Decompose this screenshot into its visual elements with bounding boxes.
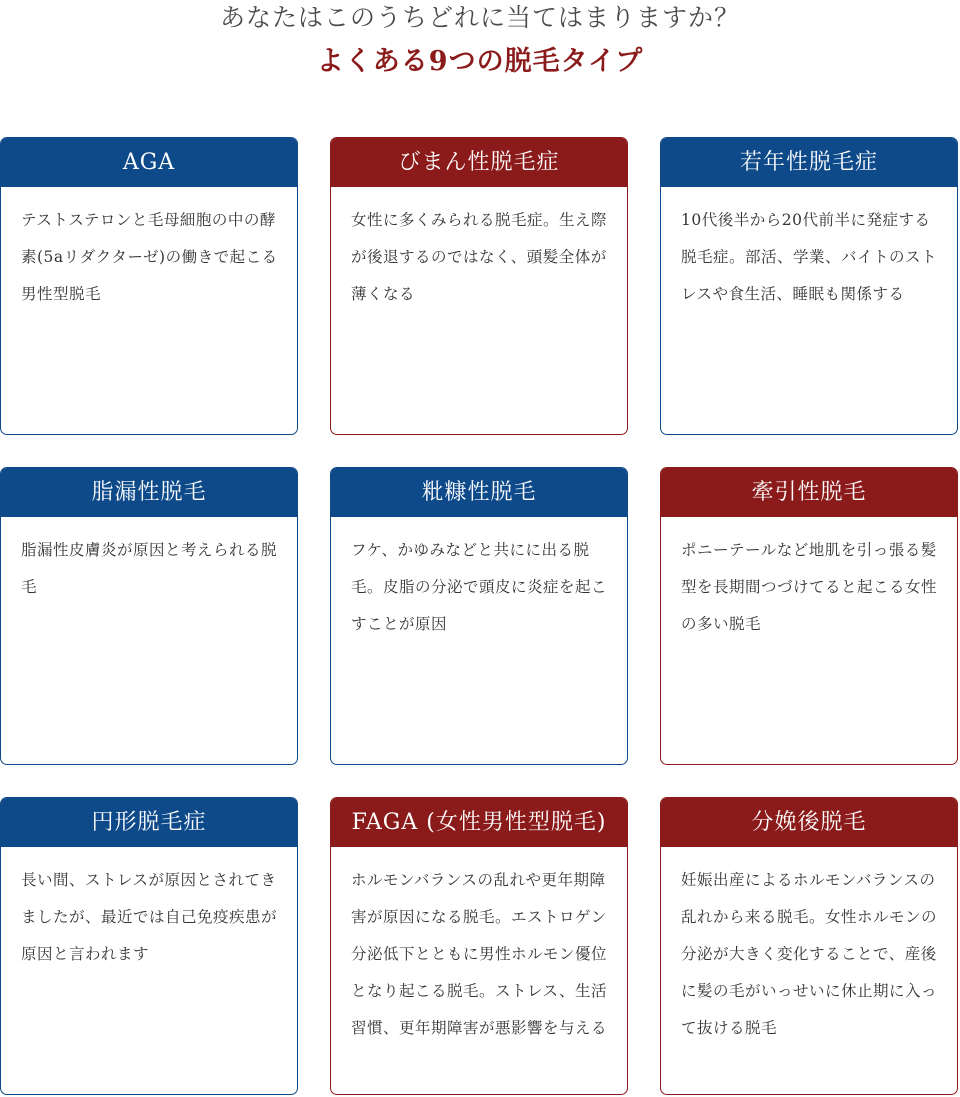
card-description: ホルモンバランスの乱れや更年期障害が原因になる脱毛。エストロゲン分泌低下とともに男性ホルモン優位となり起こる脱毛。ストレス、生活習慣、更年期障害が悪影響を与える	[351, 871, 608, 1037]
card-alopecia-areata	[0, 797, 298, 1095]
card-title: FAGA (女性男性型脱毛)	[331, 798, 627, 847]
page-subtitle: あなたはこのうちどれに当てはまりますか？	[219, 3, 740, 32]
card-description: 10代後半から20代前半に発症する脱毛症。部活、学業、バイトのストレスや食生活、睡眠も関係する	[681, 211, 938, 303]
card-title: 若年性脱毛症	[661, 138, 957, 187]
card-title: 粃糠性脱毛	[331, 468, 627, 517]
card-title: 分娩後脱毛	[661, 798, 957, 847]
card-title: 円形脱毛症	[1, 798, 297, 847]
card-traction-alopecia	[660, 467, 958, 765]
card-title: AGA	[1, 138, 297, 187]
page-title: よくある9つの脱毛タイプ	[316, 46, 644, 77]
card-title: 脂漏性脱毛	[1, 468, 297, 517]
card-title: 牽引性脱毛	[661, 468, 957, 517]
card-description: ポニーテールなど地肌を引っ張る髪型を長期間つづけてると起こる女性の多い脱毛	[681, 541, 938, 633]
card-faga	[330, 797, 628, 1095]
card-postpartum-alopecia	[660, 797, 958, 1095]
card-title: びまん性脱毛症	[331, 138, 627, 187]
card-pityriasis-alopecia	[330, 467, 628, 765]
card-description: 脂漏性皮膚炎が原因と考えられる脱毛	[21, 541, 278, 596]
card-description: 女性に多くみられる脱毛症。生え際が後退するのではなく、頭髪全体が薄くなる	[351, 211, 608, 303]
card-aga	[0, 137, 298, 435]
card-juvenile-alopecia	[660, 137, 958, 435]
card-description: フケ、かゆみなどと共にに出る脱毛。皮脂の分泌で頭皮に炎症を起こすことが原因	[351, 541, 608, 633]
card-description: 長い間、ストレスが原因とされてきましたが、最近では自己免疫疾患が原因と言われます	[21, 871, 278, 963]
card-description: 妊娠出産によるホルモンバランスの乱れから来る脱毛。女性ホルモンの分泌が大きく変化することで、産後に髪の毛がいっせいに休止期に入って抜ける脱毛	[681, 871, 938, 1037]
card-seborrheic-alopecia	[0, 467, 298, 765]
card-diffuse-alopecia	[330, 137, 628, 435]
card-description: テストステロンと毛母細胞の中の酵素(5aリダクターゼ)の働きで起こる男性型脱毛	[21, 211, 278, 303]
